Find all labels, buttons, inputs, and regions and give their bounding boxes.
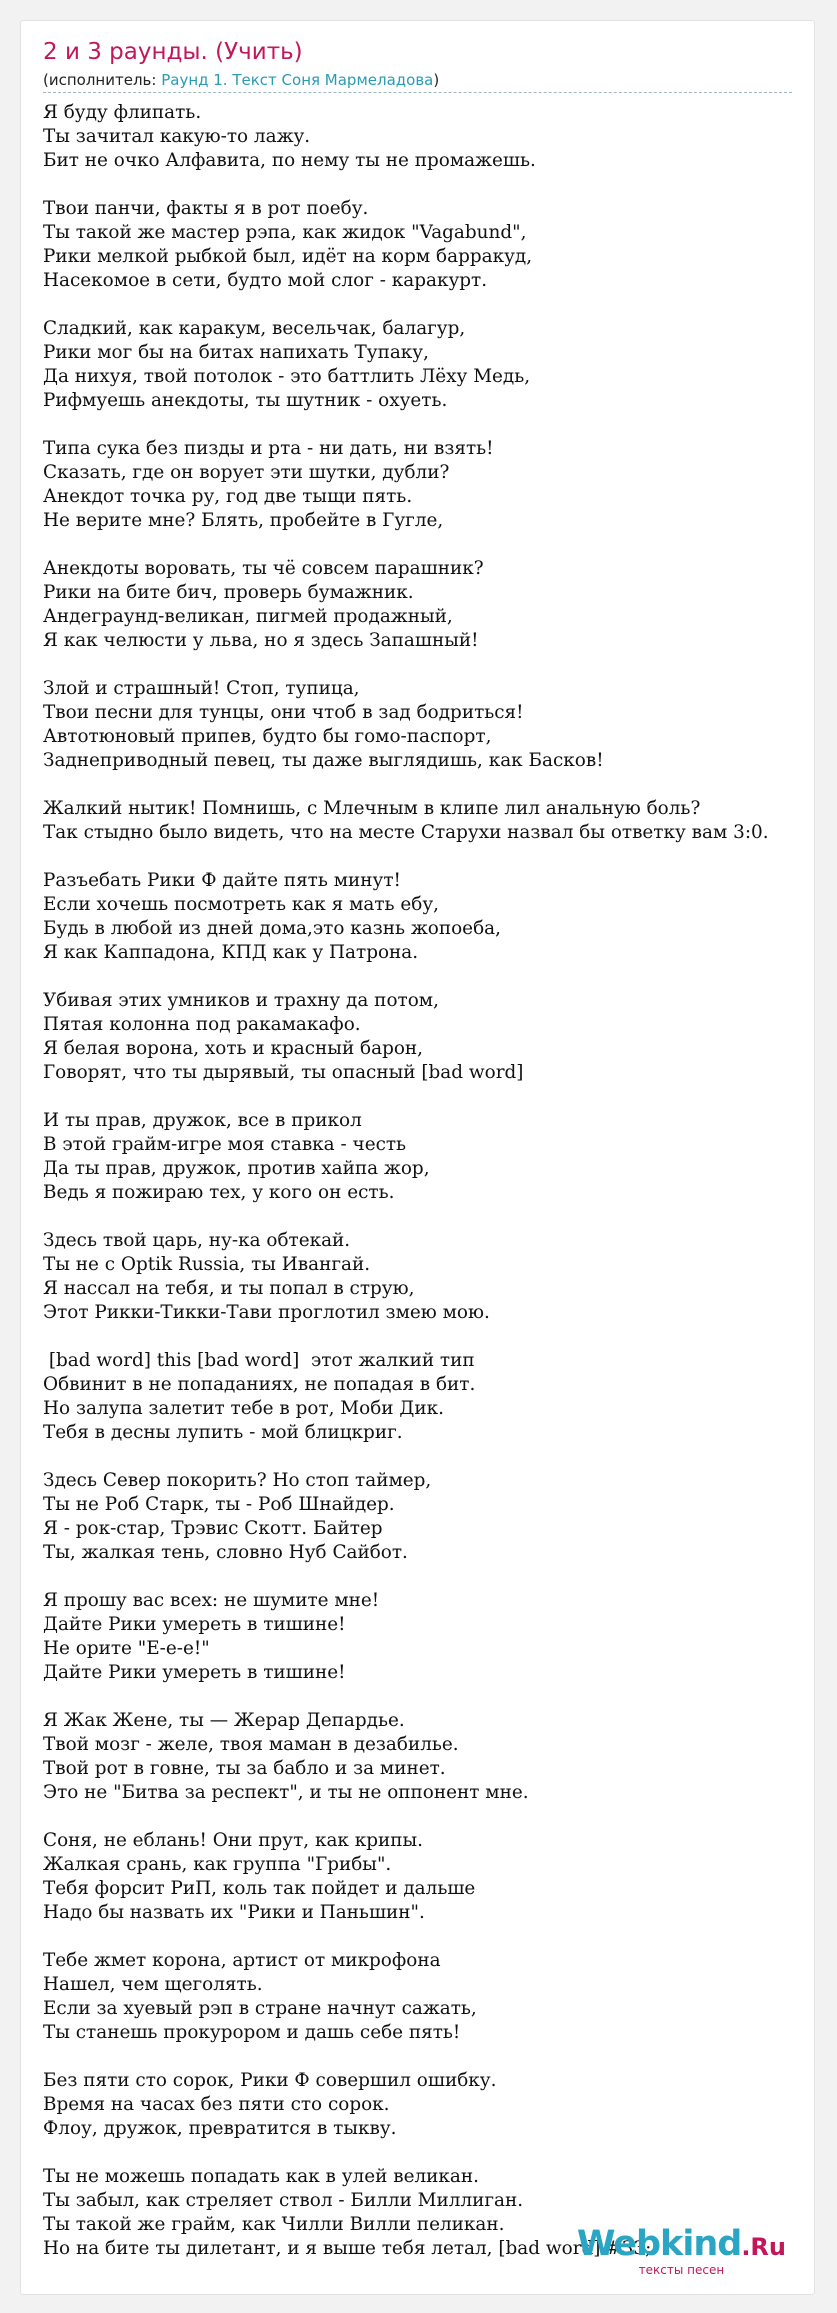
lyrics-card	[20, 20, 815, 2295]
lyric-line: Я - рок-стар, Трэвис Скотт. Байтер	[43, 1518, 383, 1539]
lyrics-stanza	[43, 1229, 814, 1325]
lyrics-stanza	[43, 1589, 814, 1685]
site-logo[interactable]	[576, 2224, 786, 2277]
lyric-line: Твои панчи, факты я в рот поебу.	[43, 198, 369, 219]
lyric-line: Тебе жмет корона, артист от микрофона	[43, 1950, 441, 1971]
lyric-line: Не орите "Е-е-е!"	[43, 1638, 210, 1659]
lyric-line: Анекдоты воровать, ты чё совсем парашник?	[43, 558, 484, 579]
lyric-line: Рики мелкой рыбкой был, идёт на корм барракуд,	[43, 246, 533, 267]
logo-tagline: тексты песен	[638, 2263, 725, 2277]
lyric-line: Злой и страшный! Стоп, тупица,	[43, 678, 360, 699]
lyric-line: Ты не с Optik Russia, ты Ивангай.	[43, 1254, 371, 1275]
lyric-line: Это не "Битва за респект", и ты не оппонент мне.	[43, 1782, 529, 1803]
lyrics-stanza	[43, 557, 814, 653]
lyric-line: Если за хуевый рэп в стране начнут сажать,	[43, 1998, 477, 2019]
lyrics-stanza	[43, 1469, 814, 1565]
lyrics-stanza	[43, 989, 814, 1085]
lyric-line: Соня, не еблань! Они прут, как крипы.	[43, 1830, 424, 1851]
logo-main-text: Webkind	[576, 2224, 742, 2264]
lyric-line: Я как челюсти у льва, но я здесь Запашный!	[43, 630, 479, 651]
lyrics-stanza	[43, 1829, 814, 1925]
lyric-line: Обвинит в не попаданиях, не попадая в бит.	[43, 1374, 476, 1395]
lyric-line: Сказать, где он ворует эти шутки, дубли?	[43, 462, 450, 483]
lyrics-stanza	[43, 1949, 814, 2045]
lyric-line: Нашел, чем щеголять.	[43, 1974, 263, 1995]
lyric-line: Я Жак Жене, ты — Жерар Депардье.	[43, 1710, 405, 1731]
lyric-line: Ты, жалкая тень, словно Нуб Сайбот.	[43, 1542, 408, 1563]
lyric-line: Рики на бите бич, проверь бумажник.	[43, 582, 414, 603]
lyric-line: Я прошу вас всех: не шумите мне!	[43, 1590, 380, 1611]
lyric-line: Я нассал на тебя, и ты попал в струю,	[43, 1278, 415, 1299]
lyric-line: [bad word] this [bad word] этот жалкий тип	[43, 1350, 475, 1371]
performer-line	[43, 71, 792, 93]
lyric-line: Андеграунд-великан, пигмей продажный,	[43, 606, 453, 627]
lyric-line: Ты зачитал какую-то лажу.	[43, 126, 311, 147]
lyric-line: Ты забыл, как стреляет ствол - Билли Миллиган.	[43, 2190, 524, 2211]
lyric-line: Здесь твой царь, ну-ка обтекай.	[43, 1230, 351, 1251]
lyric-line: Насекомое в сети, будто мой слог - каракурт.	[43, 270, 488, 291]
lyric-line: Ты станешь прокурором и дашь себе пять!	[43, 2022, 461, 2043]
page-title: 2 и 3 раунды. (Учить)	[43, 39, 303, 65]
lyric-line: Ты такой же мастер рэпа, как жидок "Vagabund",	[43, 222, 527, 243]
lyric-line: Ведь я пожираю тех, у кого он есть.	[43, 1182, 395, 1203]
lyric-line: Разъебать Рики Ф дайте пять минут!	[43, 870, 401, 891]
performer-prefix: (исполнитель:	[43, 71, 162, 89]
lyric-line: В этой грайм-игре моя ставка - честь	[43, 1134, 407, 1155]
lyric-line: Ты не Роб Старк, ты - Роб Шнайдер.	[43, 1494, 395, 1515]
lyric-line: Я белая ворона, хоть и красный барон,	[43, 1038, 424, 1059]
lyric-line: Пятая колонна под ракамакафо.	[43, 1014, 361, 1035]
lyrics-stanza	[43, 197, 814, 293]
lyrics-stanza	[43, 1709, 814, 1805]
lyrics-stanza	[43, 101, 814, 173]
lyric-line: Надо бы назвать их "Рики и Паньшин".	[43, 1902, 425, 1923]
lyric-line: Твой рот в говне, ты за бабло и за минет.	[43, 1758, 446, 1779]
lyric-line: Твои песни для тунцы, они чтоб в зад бодриться!	[43, 702, 524, 723]
lyric-line: Тебя форсит РиП, коль так пойдет и дальше	[43, 1878, 476, 1899]
lyric-line: Твой мозг - желе, твоя маман в дезабилье.	[43, 1734, 459, 1755]
lyrics-stanza	[43, 869, 814, 965]
lyric-line: Не верите мне? Блять, пробейте в Гугле,	[43, 510, 444, 531]
lyrics-stanza	[43, 437, 814, 533]
lyric-line: Заднеприводный певец, ты даже выглядишь, как Басков!	[43, 750, 604, 771]
lyric-line: Дайте Рики умереть в тишине!	[43, 1662, 346, 1683]
lyric-line: Время на часах без пяти сто сорок.	[43, 2094, 390, 2115]
lyric-line: Бит не очко Алфавита, по нему ты не промажешь.	[43, 150, 536, 171]
lyrics-stanza	[43, 677, 814, 773]
lyrics-stanza	[43, 2069, 814, 2141]
lyric-line: Тебя в десны лупить - мой блицкриг.	[43, 1422, 403, 1443]
lyric-line: Ты не можешь попадать как в улей великан.	[43, 2166, 479, 2187]
lyric-line: Рифмуешь анекдоты, ты шутник - охуеть.	[43, 390, 448, 411]
lyric-line: Если хочешь посмотреть как я мать ебу,	[43, 894, 439, 915]
lyric-line: Говорят, что ты дырявый, ты опасный [bad word]	[43, 1062, 524, 1083]
lyric-line: Я как Каппадона, КПД как у Патрона.	[43, 942, 419, 963]
lyric-line: Рики мог бы на битах напихать Тупаку,	[43, 342, 429, 363]
lyric-line: Сладкий, как каракум, весельчак, балагур,	[43, 318, 466, 339]
lyric-line: Жалкая срань, как группа "Грибы".	[43, 1854, 392, 1875]
lyric-line: Убивая этих умников и трахну да потом,	[43, 990, 439, 1011]
lyrics-stanza	[43, 1109, 814, 1205]
lyric-line: Будь в любой из дней дома,это казнь жопоеба,	[43, 918, 501, 939]
lyric-line: Здесь Север покорить? Но стоп таймер,	[43, 1470, 432, 1491]
lyric-line: Дайте Рики умереть в тишине!	[43, 1614, 346, 1635]
lyric-line: Да нихуя, твой потолок - это баттлить Лёху Медь,	[43, 366, 531, 387]
lyric-line: И ты прав, дружок, все в прикол	[43, 1110, 362, 1131]
lyric-line: Так стыдно было видеть, что на месте Старухи назвал бы ответку вам 3:0.	[43, 822, 769, 843]
lyric-line: Автотюновый припев, будто бы гомо-паспорт,	[43, 726, 492, 747]
lyric-line: Да ты прав, дружок, против хайпа жор,	[43, 1158, 430, 1179]
lyric-line: Без пяти сто сорок, Рики Ф совершил ошибку.	[43, 2070, 497, 2091]
performer-suffix: )	[433, 71, 440, 89]
performer-link[interactable]: Раунд 1. Текст Соня Мармеладова	[161, 71, 434, 89]
lyric-line: Флоу, дружок, превратится в тыкву.	[43, 2118, 397, 2139]
lyric-line: Жалкий нытик! Помнишь, с Млечным в клипе лил анальную боль?	[43, 798, 701, 819]
lyrics-stanza	[43, 797, 814, 845]
lyric-line: Но залупа залетит тебе в рот, Моби Дик.	[43, 1398, 444, 1419]
lyrics-stanza	[43, 1349, 814, 1445]
lyric-line: Типа сука без пизды и рта - ни дать, ни взять!	[43, 438, 494, 459]
lyrics-stanza	[43, 317, 814, 413]
lyric-line: Анекдот точка ру, год две тыщи пять.	[43, 486, 413, 507]
lyric-line: Но на бите ты дилетант, и я выше тебя летал, [bad word] #33;	[43, 2238, 652, 2259]
lyric-line: Я буду флипать.	[43, 102, 202, 123]
logo-tld-text: .Ru	[741, 2233, 786, 2261]
lyric-line: Этот Рикки-Тикки-Тави проглотил змею мою.	[43, 1302, 490, 1323]
lyric-line: Ты такой же грайм, как Чилли Вилли пеликан.	[43, 2214, 505, 2235]
lyrics-text	[43, 101, 814, 2285]
